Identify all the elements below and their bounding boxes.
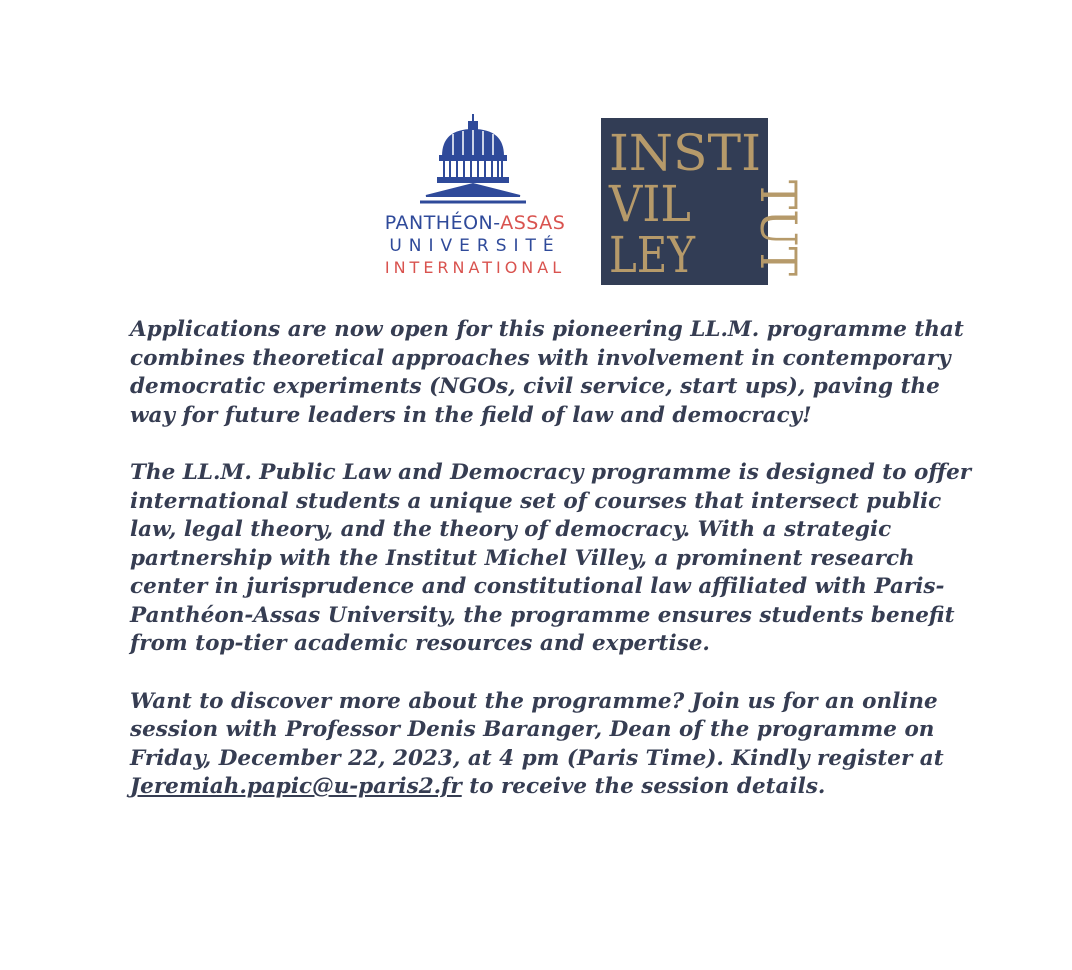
programme-paragraph: The LL.M. Public Law and Democracy programme is designed to offer international students a unique set of courses that intersect public law, legal theory, and the theory of democracy. With a strategic partnership with the Institut Michel Villey, a prominent research center in jurisprudence and constitutional law affiliated with Paris-Panthéon-Assas University, the programme ensures students benefit from top-tier academic resources and expertise.: [130, 460, 972, 656]
pa-logo-international: INTERNATIONAL: [384, 258, 566, 277]
announcement-body: [130, 316, 990, 831]
pantheon-dome-icon: [418, 112, 528, 206]
imv-line-ley: LEY: [609, 226, 696, 284]
pa-logo-pantheon: PANTHÉON-: [384, 212, 501, 234]
registration-email-link[interactable]: Jeremiah.papic@u-paris2.fr: [130, 774, 462, 799]
logo-header: [0, 0, 1072, 300]
pa-logo-assas: ASSAS: [500, 212, 566, 234]
pa-logo-universite: UNIVERSITÉ: [389, 236, 561, 256]
session-paragraph: [130, 688, 990, 802]
imv-line-insti: INSTI: [609, 124, 761, 182]
pantheon-assas-logo: [360, 112, 590, 282]
session-text-tail: to receive the session details.: [469, 774, 826, 799]
imv-line-tut: TUT: [749, 180, 807, 289]
pa-logo-line1: [360, 212, 590, 234]
session-text: Want to discover more about the programme? Join us for an online session with Professor Denis Baranger, Dean of the programme on Friday, December 22, 2023, at 4 pm (Paris Time). Kindly register at: [130, 688, 944, 771]
institut-villey-logo: [601, 118, 807, 289]
intro-paragraph: Applications are now open for this pioneering LL.M. programme that combines theoretical approaches with involvement in contemporary democratic experiments (NGOs, civil service, start ups), paving the way for future leaders in the field of law and democracy!: [130, 317, 964, 428]
institut-villey-mark: [601, 118, 807, 289]
imv-line-vil: VIL: [608, 175, 691, 233]
